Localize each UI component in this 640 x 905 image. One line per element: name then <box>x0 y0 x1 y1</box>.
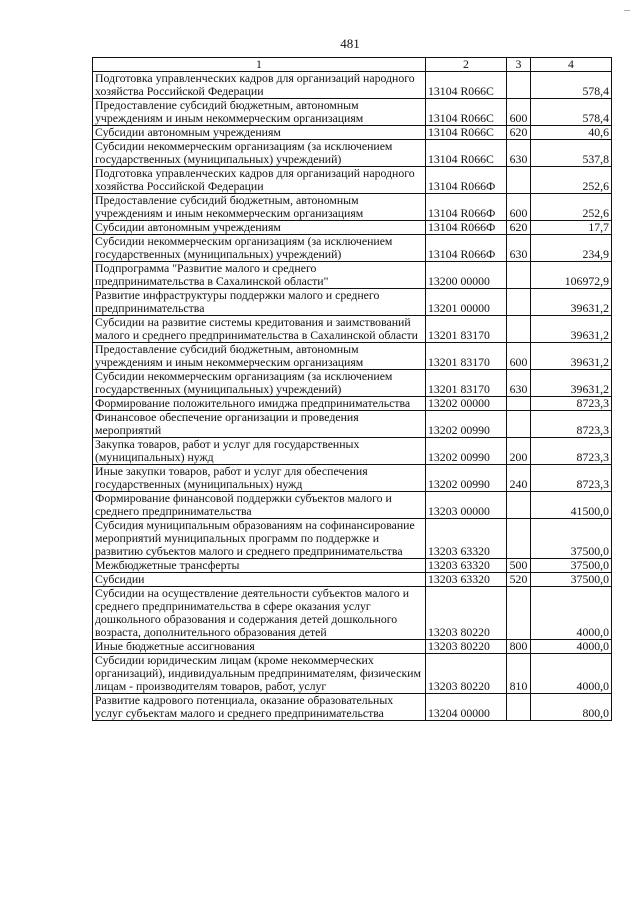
table-row <box>93 573 612 587</box>
row-amount: 234,9 <box>531 235 612 262</box>
row-amount: 252,6 <box>531 167 612 194</box>
row-amount: 37500,0 <box>531 519 612 559</box>
row-name: Предоставление субсидий бюджетным, автономным учреждениям и иным некоммерческим организациям <box>93 99 426 126</box>
row-name: Субсидии юридическим лицам (кроме некоммерческих организаций), индивидуальным предпринимателям, физическим лицам - производителям товаров, работ, услуг <box>93 654 426 694</box>
row-expense-type: 810 <box>507 654 531 694</box>
row-name: Закупка товаров, работ и услуг для государственных (муниципальных) нужд <box>93 438 426 465</box>
table-row <box>93 72 612 99</box>
row-expense-type <box>507 694 531 721</box>
budget-table <box>92 57 612 721</box>
table-row <box>93 262 612 289</box>
row-name: Подготовка управленческих кадров для организаций народного хозяйства Российской Федерации <box>93 72 426 99</box>
row-amount: 106972,9 <box>531 262 612 289</box>
row-amount: 800,0 <box>531 694 612 721</box>
table-row <box>93 492 612 519</box>
row-expense-type: 200 <box>507 438 531 465</box>
row-name: Субсидии некоммерческим организациям (за исключением государственных (муниципальных) учреждений) <box>93 235 426 262</box>
row-name: Формирование финансовой поддержки субъектов малого и среднего предпринимательства <box>93 492 426 519</box>
row-name: Субсидии на развитие системы кредитования и заимствований малого и среднего предпринимательства в Сахалинской области <box>93 316 426 343</box>
table-row <box>93 126 612 140</box>
row-amount: 8723,3 <box>531 438 612 465</box>
row-code: 13201 83170 <box>426 316 507 343</box>
row-code: 13201 00000 <box>426 289 507 316</box>
table-row <box>93 235 612 262</box>
row-code: 13204 00000 <box>426 694 507 721</box>
row-expense-type <box>507 316 531 343</box>
row-expense-type: 630 <box>507 235 531 262</box>
table-row <box>93 194 612 221</box>
page-number: 481 <box>340 36 360 51</box>
row-amount: 4000,0 <box>531 640 612 654</box>
row-expense-type: 620 <box>507 221 531 235</box>
header-col-4: 4 <box>531 58 612 72</box>
table-row <box>93 519 612 559</box>
row-amount: 39631,2 <box>531 316 612 343</box>
header-col-3: 3 <box>507 58 531 72</box>
row-code: 13202 00000 <box>426 397 507 411</box>
table-body <box>93 72 612 721</box>
row-expense-type: 520 <box>507 573 531 587</box>
row-code: 13203 00000 <box>426 492 507 519</box>
table-row <box>93 167 612 194</box>
header-col-1: 1 <box>93 58 426 72</box>
corner-mark: – <box>624 2 630 16</box>
row-name: Развитие инфраструктуры поддержки малого и среднего предпринимательства <box>93 289 426 316</box>
row-amount: 537,8 <box>531 140 612 167</box>
row-amount: 8723,3 <box>531 465 612 492</box>
row-amount: 40,6 <box>531 126 612 140</box>
row-name: Финансовое обеспечение организации и проведения мероприятий <box>93 411 426 438</box>
row-name: Субсидии некоммерческим организациям (за исключением государственных (муниципальных) учреждений) <box>93 140 426 167</box>
row-code: 13104 R066Ф <box>426 167 507 194</box>
row-name: Межбюджетные трансферты <box>93 559 426 573</box>
row-code: 13202 00990 <box>426 411 507 438</box>
row-amount: 39631,2 <box>531 343 612 370</box>
table-row <box>93 640 612 654</box>
row-name: Иные бюджетные ассигнования <box>93 640 426 654</box>
table-row <box>93 559 612 573</box>
row-amount: 8723,3 <box>531 411 612 438</box>
row-code: 13203 80220 <box>426 587 507 640</box>
row-name: Субсидии на осуществление деятельности субъектов малого и среднего предпринимательства в сфере оказания услуг дошкольного образования и содержания детей дошкольного возраста, дополнительного образования детей <box>93 587 426 640</box>
table-row <box>93 140 612 167</box>
row-expense-type <box>507 519 531 559</box>
row-name: Субсидии автономным учреждениям <box>93 221 426 235</box>
table-row <box>93 99 612 126</box>
row-amount: 4000,0 <box>531 654 612 694</box>
row-amount: 578,4 <box>531 99 612 126</box>
row-code: 13203 80220 <box>426 654 507 694</box>
row-amount: 37500,0 <box>531 573 612 587</box>
row-amount: 578,4 <box>531 72 612 99</box>
table-row <box>93 587 612 640</box>
row-expense-type <box>507 262 531 289</box>
row-expense-type <box>507 289 531 316</box>
row-code: 13202 00990 <box>426 438 507 465</box>
table-row <box>93 438 612 465</box>
row-code: 13203 80220 <box>426 640 507 654</box>
row-code: 13201 83170 <box>426 370 507 397</box>
row-amount: 8723,3 <box>531 397 612 411</box>
table-row <box>93 370 612 397</box>
row-code: 13104 R066C <box>426 140 507 167</box>
row-code: 13104 R066Ф <box>426 221 507 235</box>
row-expense-type: 630 <box>507 140 531 167</box>
row-expense-type <box>507 167 531 194</box>
table-row <box>93 465 612 492</box>
row-name: Предоставление субсидий бюджетным, автономным учреждениям и иным некоммерческим организациям <box>93 194 426 221</box>
row-amount: 17,7 <box>531 221 612 235</box>
row-name: Субсидии автономным учреждениям <box>93 126 426 140</box>
row-expense-type: 600 <box>507 194 531 221</box>
row-code: 13104 R066C <box>426 126 507 140</box>
table-row <box>93 694 612 721</box>
row-expense-type <box>507 492 531 519</box>
row-expense-type: 600 <box>507 99 531 126</box>
row-code: 13104 R066Ф <box>426 235 507 262</box>
table-row <box>93 654 612 694</box>
row-amount: 4000,0 <box>531 587 612 640</box>
row-amount: 37500,0 <box>531 559 612 573</box>
row-code: 13202 00990 <box>426 465 507 492</box>
row-name: Развитие кадрового потенциала, оказание образовательных услуг субъектам малого и среднего предпринимательства <box>93 694 426 721</box>
row-name: Субсидии некоммерческим организациям (за исключением государственных (муниципальных) учреждений) <box>93 370 426 397</box>
header-col-2: 2 <box>426 58 507 72</box>
row-expense-type <box>507 411 531 438</box>
row-expense-type <box>507 72 531 99</box>
row-code: 13203 63320 <box>426 559 507 573</box>
row-expense-type: 800 <box>507 640 531 654</box>
table-row <box>93 397 612 411</box>
row-name: Предоставление субсидий бюджетным, автономным учреждениям и иным некоммерческим организациям <box>93 343 426 370</box>
row-name: Субсидия муниципальным образованиям на софинансирование мероприятий муниципальных программ по поддержке и развитию субъектов малого и среднего предпринимательства <box>93 519 426 559</box>
table-row <box>93 343 612 370</box>
row-code: 13203 63320 <box>426 519 507 559</box>
table-header <box>93 58 612 72</box>
row-expense-type: 620 <box>507 126 531 140</box>
row-amount: 252,6 <box>531 194 612 221</box>
row-amount: 41500,0 <box>531 492 612 519</box>
row-code: 13203 63320 <box>426 573 507 587</box>
table-row <box>93 289 612 316</box>
row-name: Формирование положительного имиджа предпринимательства <box>93 397 426 411</box>
row-code: 13104 R066C <box>426 72 507 99</box>
table-row <box>93 221 612 235</box>
row-expense-type <box>507 397 531 411</box>
table-row <box>93 316 612 343</box>
row-code: 13104 R066Ф <box>426 194 507 221</box>
row-amount: 39631,2 <box>531 289 612 316</box>
row-expense-type: 630 <box>507 370 531 397</box>
row-name: Субсидии <box>93 573 426 587</box>
row-code: 13104 R066C <box>426 99 507 126</box>
row-code: 13200 00000 <box>426 262 507 289</box>
row-name: Подпрограмма "Развитие малого и среднего предпринимательства в Сахалинской области" <box>93 262 426 289</box>
table-row <box>93 411 612 438</box>
row-name: Иные закупки товаров, работ и услуг для обеспечения государственных (муниципальных) нужд <box>93 465 426 492</box>
row-expense-type: 500 <box>507 559 531 573</box>
row-expense-type <box>507 587 531 640</box>
row-expense-type: 240 <box>507 465 531 492</box>
row-amount: 39631,2 <box>531 370 612 397</box>
row-name: Подготовка управленческих кадров для организаций народного хозяйства Российской Федерации <box>93 167 426 194</box>
header-row <box>93 58 612 72</box>
row-expense-type: 600 <box>507 343 531 370</box>
row-code: 13201 83170 <box>426 343 507 370</box>
